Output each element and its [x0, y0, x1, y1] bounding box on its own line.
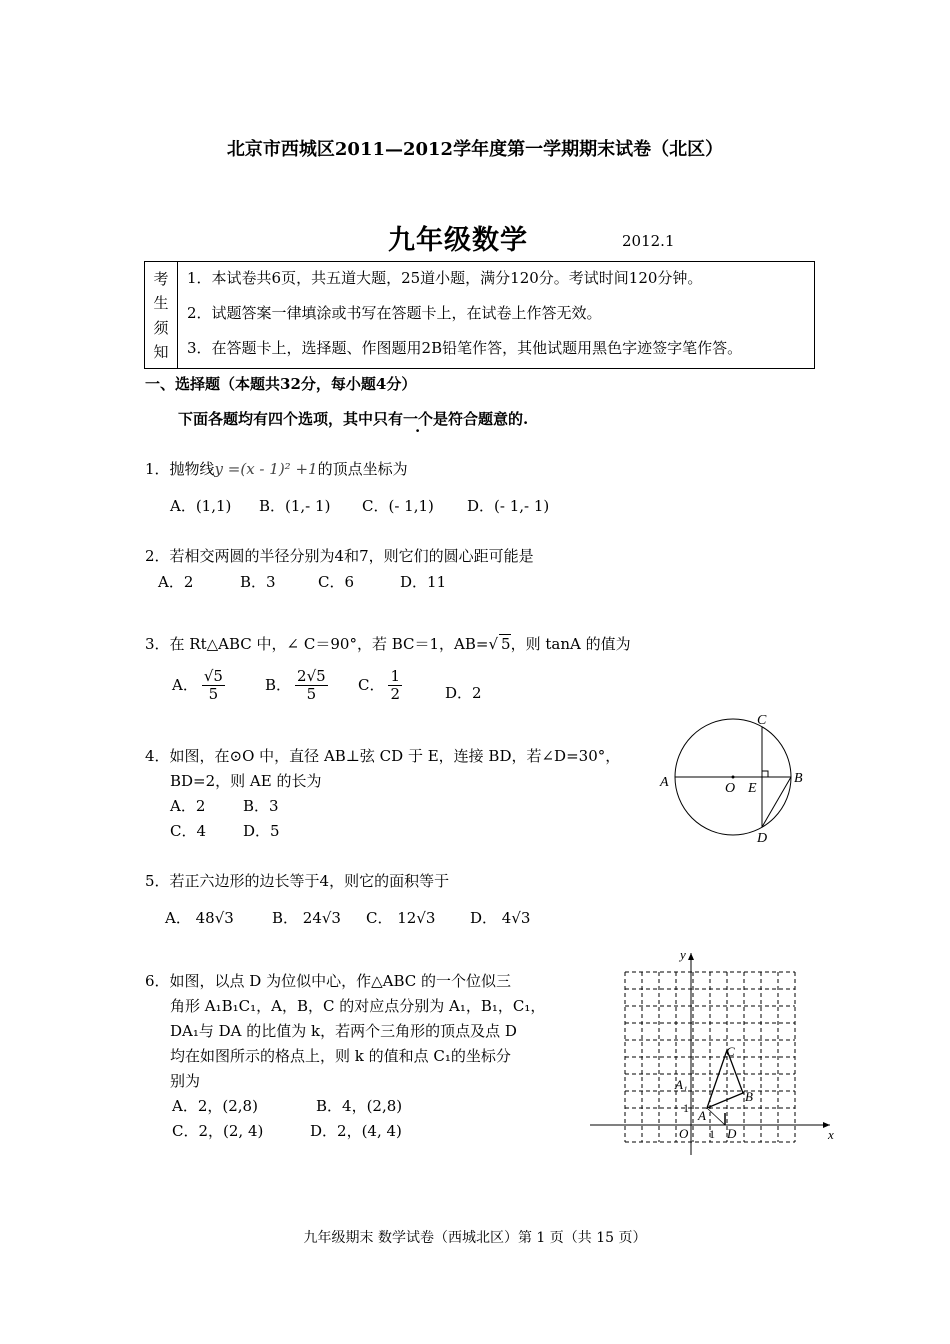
question-6-line: 别为 — [170, 1072, 201, 1090]
center-point — [732, 776, 735, 779]
question-6-line: 角形 A₁B₁C₁，A，B，C 的对应点分别为 A₁，B₁，C₁， — [170, 997, 546, 1015]
q1-option-b[interactable]: B．(1,- 1) — [259, 497, 331, 515]
q4-option-a[interactable]: A．2 — [170, 797, 206, 815]
question-6-line: 均在如图所示的格点上，则 k 的值和点 C₁的坐标分 — [170, 1047, 511, 1065]
q4-option-b[interactable]: B．3 — [243, 797, 279, 815]
point-a1-label: A₁ — [675, 1077, 688, 1092]
q3-a-num: √5 — [203, 667, 223, 685]
question-3-stem: 3．在 Rt△ABC 中，∠ C＝90°，若 BC＝1，AB=√ 5，则 tanA 的值为 — [145, 635, 631, 653]
q3-stem-post: ，则 tanA 的值为 — [510, 635, 631, 653]
q1-stem-post: 的顶点坐标为 — [317, 460, 408, 478]
notice-label — [145, 262, 178, 368]
section-instruction — [178, 408, 528, 429]
q3-radicand: 5 — [501, 635, 511, 653]
question-5-stem: 5．若正六边形的边长等于4，则它的面积等于 — [145, 872, 450, 890]
notice-item: 3．在答题卡上，选择题、作图题用2B铅笔作答，其他试题用黑色字迹签字笔作答。 — [187, 339, 743, 357]
q3-c-fraction — [388, 668, 402, 704]
point-c-label: C — [726, 1044, 735, 1059]
instruction-emphasis: 一个 — [403, 410, 434, 428]
subject-title: 九年级数学 — [388, 225, 528, 256]
label-e: E — [748, 781, 757, 796]
page-footer: 九年级期末 数学试卷（西城北区）第 1 页（共 15 页） — [303, 1230, 647, 1246]
q3-a-den: 5 — [208, 685, 219, 704]
label-b: B — [794, 771, 803, 786]
q1-stem-pre: 1．抛物线 — [145, 460, 215, 478]
q5-option-c[interactable]: C． 12√3 — [366, 909, 436, 927]
notice-label-char: 生 — [153, 294, 169, 313]
question-4-line1: 4．如图，在⊙O 中，直径 AB⊥弦 CD 于 E，连接 BD，若∠D=30°， — [145, 747, 621, 765]
q2-option-c[interactable]: C．6 — [318, 573, 355, 591]
right-angle-mark — [762, 771, 768, 777]
point-d-label: D — [727, 1126, 737, 1141]
q3-stem-pre: 3．在 Rt△ABC 中，∠ C＝90°，若 BC＝1，AB= — [145, 635, 489, 653]
notice-box — [144, 261, 815, 369]
notice-label-char: 考 — [153, 269, 169, 288]
question-6-line: DA₁与 DA 的比值为 k，若两个三角形的顶点及点 D — [170, 1022, 517, 1040]
segment-bd — [762, 777, 791, 827]
origin-label: O — [679, 1126, 689, 1141]
q3-c-den: 2 — [390, 685, 401, 704]
q6-option-b[interactable]: B．4，(2,8) — [316, 1097, 403, 1115]
unit-x-label: 1 — [709, 1127, 715, 1141]
q1-option-a[interactable]: A．(1,1) — [170, 497, 232, 515]
notice-items — [187, 262, 810, 368]
q3-option-d[interactable]: D．2 — [445, 684, 482, 702]
q5-option-b[interactable]: B． 24√3 — [272, 909, 341, 927]
question-1-stem — [145, 458, 408, 479]
instruction-pre: 下面各题均有四个选项，其中只有 — [178, 410, 404, 428]
label-o: O — [725, 781, 736, 796]
q5-option-a[interactable]: A． 48√3 — [165, 909, 234, 927]
q4-option-d[interactable]: D．5 — [243, 822, 280, 840]
point-a-label: A — [698, 1108, 706, 1123]
q4-circle-figure — [655, 705, 820, 850]
question-2-stem: 2．若相交两圆的半径分别为4和7，则它们的圆心距可能是 — [145, 547, 534, 565]
dashed-grid — [625, 972, 795, 1142]
q3-a-label: A． — [172, 675, 198, 694]
q3-c-label: C． — [358, 675, 385, 694]
label-c: C — [757, 713, 767, 728]
q2-option-a[interactable]: A．2 — [158, 573, 194, 591]
y-axis-arrow — [688, 953, 694, 960]
q6-option-a[interactable]: A．2，(2,8) — [172, 1097, 258, 1115]
label-d: D — [757, 831, 768, 846]
q5-option-d[interactable]: D． 4√3 — [470, 909, 531, 927]
q1-option-d[interactable]: D．(- 1,- 1) — [467, 497, 550, 515]
section-heading: 一、选择题（本题共32分，每小题4分） — [145, 375, 417, 393]
q3-b-label: B． — [265, 675, 292, 694]
notice-item: 2．试题答案一律填涂或书写在答题卡上，在试卷上作答无效。 — [187, 304, 602, 322]
q2-option-d[interactable]: D．11 — [400, 573, 447, 591]
triangle-abc — [707, 1050, 743, 1108]
q3-c-num: 1 — [390, 667, 401, 685]
notice-label-char: 须 — [153, 318, 169, 337]
question-4-line2: BD=2，则 AE 的长为 — [170, 772, 322, 790]
q2-option-b[interactable]: B．3 — [240, 573, 276, 591]
exam-date: 2012.1 — [622, 232, 675, 250]
axis-label-y: y — [680, 947, 686, 962]
q6-option-d[interactable]: D．2，(4, 4) — [310, 1122, 402, 1140]
q3-b-num: 2√5 — [297, 667, 326, 685]
q3-option-a[interactable] — [172, 668, 229, 704]
q3-option-c[interactable] — [358, 668, 406, 704]
axis-label-x: x — [828, 1127, 834, 1142]
q6-grid-figure — [585, 945, 840, 1160]
q1-formula: y =(x - 1)² +1 — [214, 460, 318, 478]
q3-b-den: 5 — [306, 685, 317, 704]
q1-option-c[interactable]: C．(- 1,1) — [362, 497, 434, 515]
question-6-line: 6．如图，以点 D 为位似中心，作△ABC 的一个位似三 — [145, 972, 512, 990]
q6-option-c[interactable]: C．2，(2, 4) — [172, 1122, 264, 1140]
point-b-label: B — [745, 1089, 753, 1104]
instruction-post: 是符合题意的. — [433, 410, 529, 428]
unit-y-label: 1 — [683, 1101, 689, 1115]
q4-option-c[interactable]: C．4 — [170, 822, 207, 840]
label-a: A — [660, 775, 669, 790]
q3-option-b[interactable] — [265, 668, 332, 704]
q3-b-fraction — [295, 668, 328, 704]
exam-title: 北京市西城区2011—2012学年度第一学期期末试卷（北区） — [226, 139, 724, 160]
notice-label-char: 知 — [153, 343, 169, 362]
q3-a-fraction — [202, 668, 225, 704]
notice-item: 1．本试卷共6页，共五道大题，25道小题，满分120分。考试时间120分钟。 — [187, 269, 703, 287]
